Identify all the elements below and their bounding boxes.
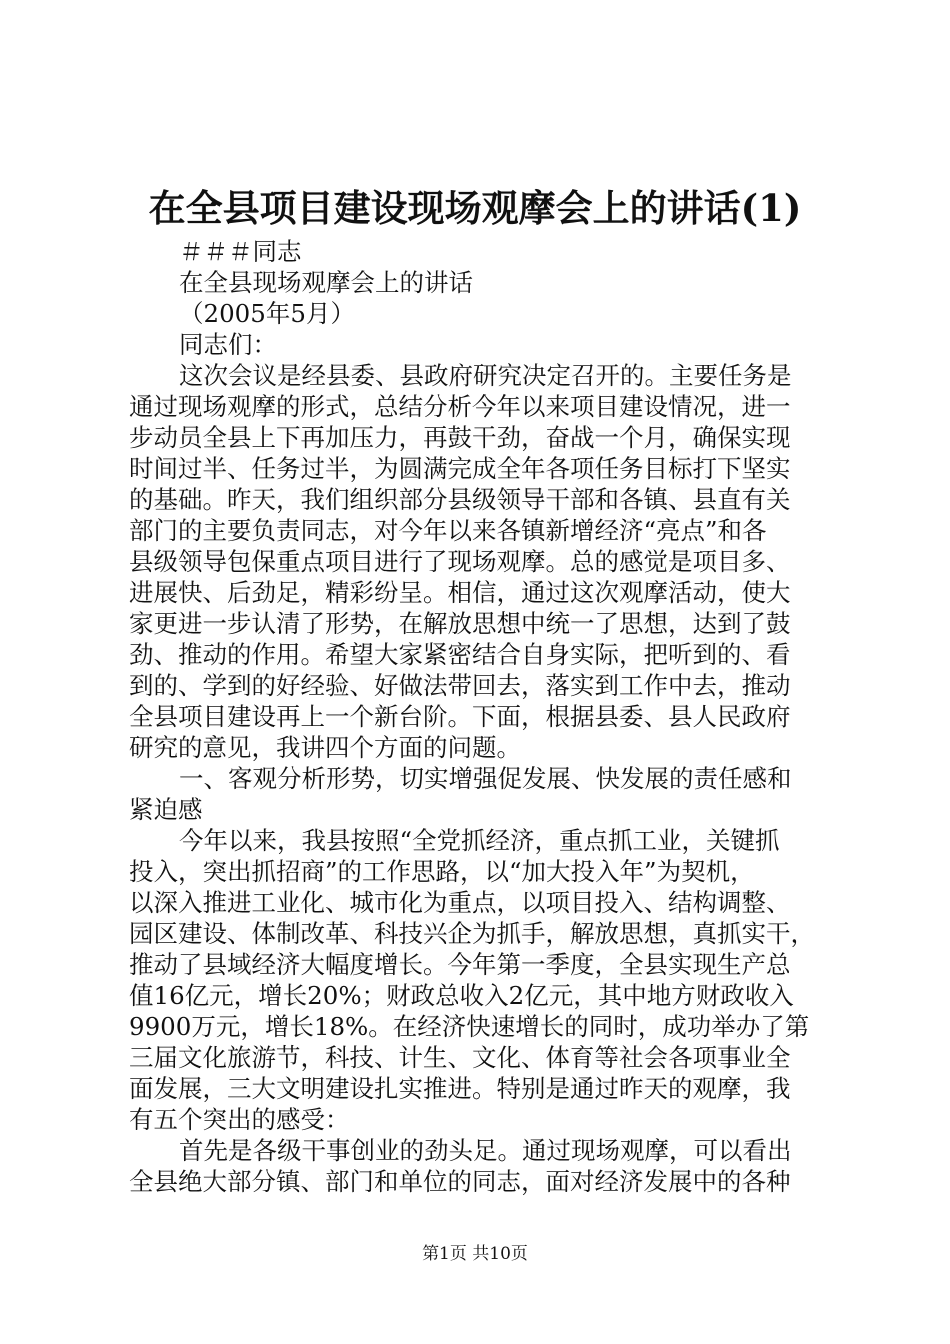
text-line: ＃＃＃同志 [179,237,302,266]
text-line: 进展快、后劲足，精彩纷呈。相信，通过这次观摩活动，使大 [129,578,791,607]
text-line: 全县项目建设再上一个新台阶。下面，根据县委、县人民政府 [129,702,791,731]
text-line: （2005年5月） [179,299,355,328]
text-line: 县级领导包保重点项目进行了现场观摩。总的感觉是项目多、 [129,547,791,576]
text-line: 时间过半、任务过半，为圆满完成全年各项任务目标打下坚实 [129,454,791,483]
text-line: 的基础。昨天，我们组织部分县级领导干部和各镇、县直有关 [129,485,791,514]
text-line: 首先是各级干事创业的劲头足。通过现场观摩，可以看出 [179,1136,792,1165]
page-footer: 第1页 共10页 [422,1244,528,1264]
text-line: 步动员全县上下再加压力，再鼓干劲，奋战一个月，确保实现 [129,423,791,452]
text-line: 通过现场观摩的形式，总结分析今年以来项目建设情况，进一 [129,392,791,421]
text-line: 今年以来，我县按照“全党抓经济，重点抓工业，关键抓 [179,826,780,855]
text-line: 以深入推进工业化、城市化为重点，以项目投入、结构调整、 [129,888,791,917]
text-line: 研究的意见，我讲四个方面的问题。 [129,733,521,762]
text-line: 到的、学到的好经验、好做法带回去，落实到工作中去，推动 [129,671,791,700]
text-line: 同志们： [179,330,277,359]
text-line: 面发展，三大文明建设扎实推进。特别是通过昨天的观摩，我 [129,1074,791,1103]
text-line: 园区建设、体制改革、科技兴企为抓手，解放思想，真抓实干， [129,919,815,948]
text-line: 三届文化旅游节，科技、计生、文化、体育等社会各项事业全 [129,1043,791,1072]
text-line: 全县绝大部分镇、部门和单位的同志，面对经济发展中的各种 [129,1167,791,1196]
text-line: 在全县现场观摩会上的讲话 [179,268,473,297]
text-line: 9900万元，增长18%。在经济快速增长的同时，成功举办了第 [129,1012,810,1041]
text-line: 紧迫感 [129,795,203,824]
text-line: 一、客观分析形势，切实增强促发展、快发展的责任感和 [179,764,792,793]
text-line: 投入，突出抓招商”的工作思路，以“加大投入年”为契机， [129,857,755,886]
text-line: 推动了县域经济大幅度增长。今年第一季度，全县实现生产总 [129,950,791,979]
text-line: 家更进一步认清了形势，在解放思想中统一了思想，达到了鼓 [129,609,791,638]
text-line: 劲、推动的作用。希望大家紧密结合自身实际，把听到的、看 [129,640,791,669]
text-line: 值16亿元，增长20%；财政总收入2亿元，其中地方财政收入 [129,981,794,1010]
document-title: 在全县项目建设现场观摩会上的讲话(1) [148,186,802,230]
text-line: 有五个突出的感受： [129,1105,350,1134]
text-line: 这次会议是经县委、县政府研究决定召开的。主要任务是 [179,361,792,390]
document-body [129,236,835,1197]
text-line: 部门的主要负责同志，对今年以来各镇新增经济“亮点”和各 [129,516,767,545]
